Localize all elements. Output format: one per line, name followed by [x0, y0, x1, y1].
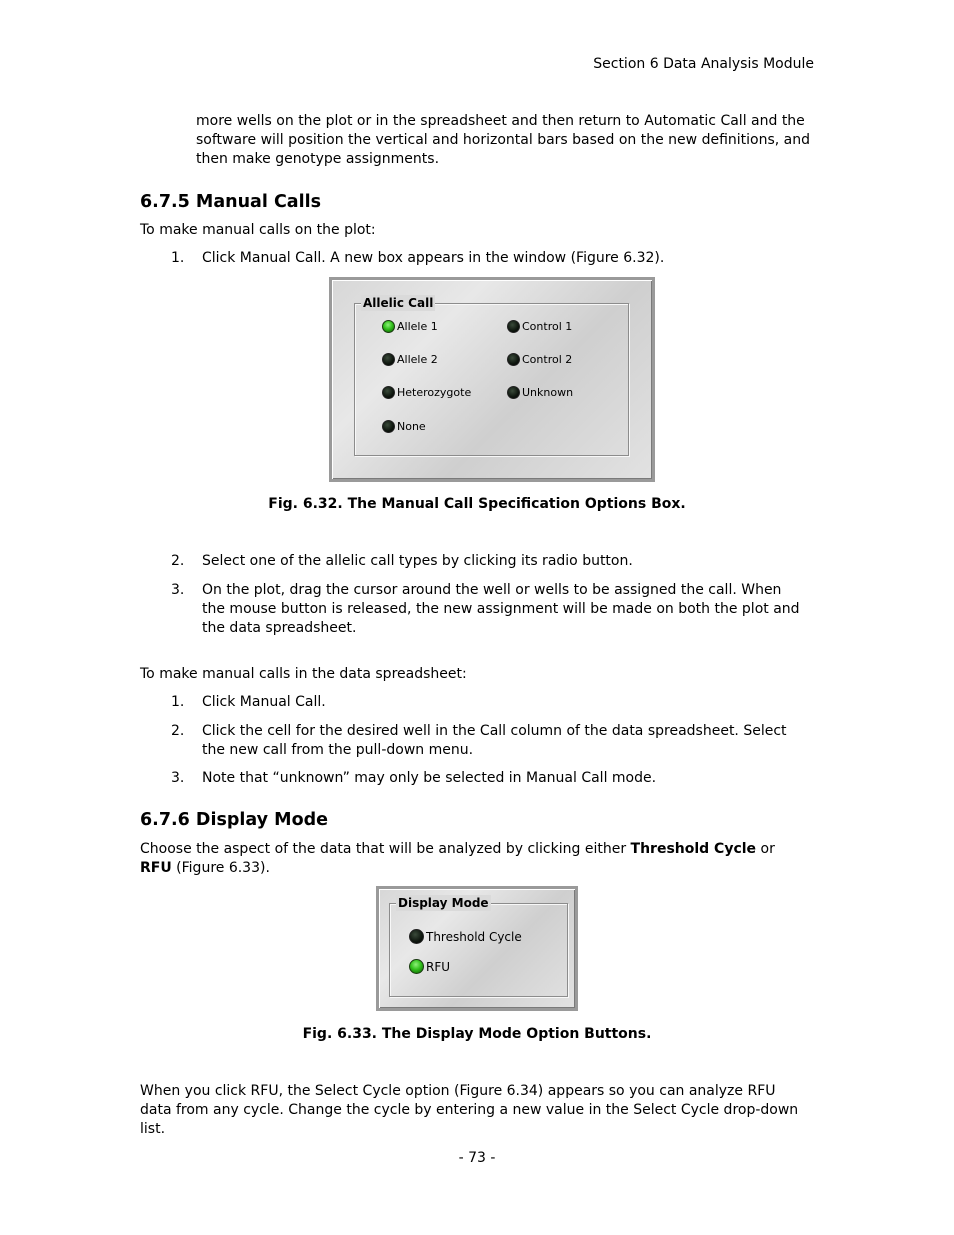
intro-paragraph: more wells on the plot or in the spreadsheet and then return to Automatic Call and the software will position the vertical and horizontal bars based on the new definitions, and then make genotype assignments. [196, 113, 810, 167]
radio-icon [507, 353, 520, 366]
step-text: On the plot, drag the cursor around the well or wells to be assigned the call. When the mouse button is released, the new assignment will be made on both the plot and the data spreadsheet. [202, 582, 800, 636]
step-text: Click the cell for the desired well in the Call column of the data spreadsheet. Select the new call from the pull-down menu. [202, 723, 787, 758]
radio-selected-icon [382, 320, 395, 333]
step-number: 3. [171, 770, 185, 786]
allelic-call-figure [329, 277, 655, 482]
radio-control-2[interactable] [507, 353, 572, 366]
radio-label: None [397, 420, 426, 433]
step-number: 1. [171, 694, 185, 710]
radio-label: Control 1 [522, 320, 573, 333]
step-text: Click Manual Call. [202, 694, 326, 710]
display-mode-lead [140, 840, 808, 878]
heading-display-mode: 6.7.6 Display Mode [140, 810, 328, 830]
step-number: 2. [171, 553, 185, 569]
lead-plot: To make manual calls on the plot: [140, 222, 376, 238]
step-number: 3. [171, 582, 185, 598]
radio-label: Heterozygote [397, 386, 472, 399]
lead-bold-rfu: RFU [140, 860, 172, 876]
radio-allele-1[interactable] [382, 320, 438, 333]
step-text: Select one of the allelic call types by clicking its radio button. [202, 553, 633, 569]
radio-label: RFU [426, 959, 451, 974]
group-title: Allelic Call [363, 296, 434, 310]
radio-label: Allele 2 [397, 353, 438, 366]
radio-label: Threshold Cycle [426, 929, 522, 944]
radio-icon [382, 420, 395, 433]
heading-manual-calls: 6.7.5 Manual Calls [140, 192, 322, 212]
radio-heterozygote[interactable] [382, 386, 471, 399]
radio-icon [507, 320, 520, 333]
step-text: Click Manual Call. A new box appears in the window (Figure 6.32). [202, 250, 665, 266]
step-text: Note that “unknown” may only be selected in Manual Call mode. [202, 770, 657, 786]
step-number: 2. [171, 723, 185, 739]
radio-unknown[interactable] [507, 386, 573, 399]
radio-allele-2[interactable] [382, 353, 438, 366]
lead-text: or [756, 841, 775, 857]
radio-icon [382, 386, 395, 399]
radio-label: Control 2 [522, 353, 573, 366]
page-number: - 73 - [458, 1150, 496, 1166]
radio-icon [382, 353, 395, 366]
lead-text: (Figure 6.33). [171, 860, 270, 876]
radio-label: Unknown [522, 386, 574, 399]
radio-control-1[interactable] [507, 320, 572, 333]
radio-selected-icon [409, 959, 424, 974]
lead-sheet: To make manual calls in the data spreadsheet: [140, 666, 467, 682]
radio-rfu[interactable] [409, 959, 450, 974]
radio-icon [409, 929, 424, 944]
step-number: 1. [171, 250, 185, 266]
display-mode-figure [376, 886, 578, 1011]
figure-caption: Fig. 6.32. The Manual Call Specification Options Box. [268, 496, 686, 512]
radio-label: Allele 1 [397, 320, 438, 333]
group-title: Display Mode [398, 896, 489, 910]
radio-none[interactable] [382, 420, 426, 433]
display-mode-group [389, 896, 568, 997]
lead-bold-threshold: Threshold Cycle [630, 841, 757, 857]
closing-paragraph: When you click RFU, the Select Cycle option (Figure 6.34) appears so you can analyze RFU data from any cycle. Change the cycle by entering a new value in the Select Cycle drop-down list. [140, 1083, 799, 1137]
figure-caption: Fig. 6.33. The Display Mode Option Buttons. [302, 1026, 652, 1042]
running-header: Section 6 Data Analysis Module [593, 56, 814, 72]
radio-icon [507, 386, 520, 399]
lead-text: Choose the aspect of the data that will be analyzed by clicking either [140, 841, 631, 857]
radio-threshold-cycle[interactable] [409, 929, 522, 944]
